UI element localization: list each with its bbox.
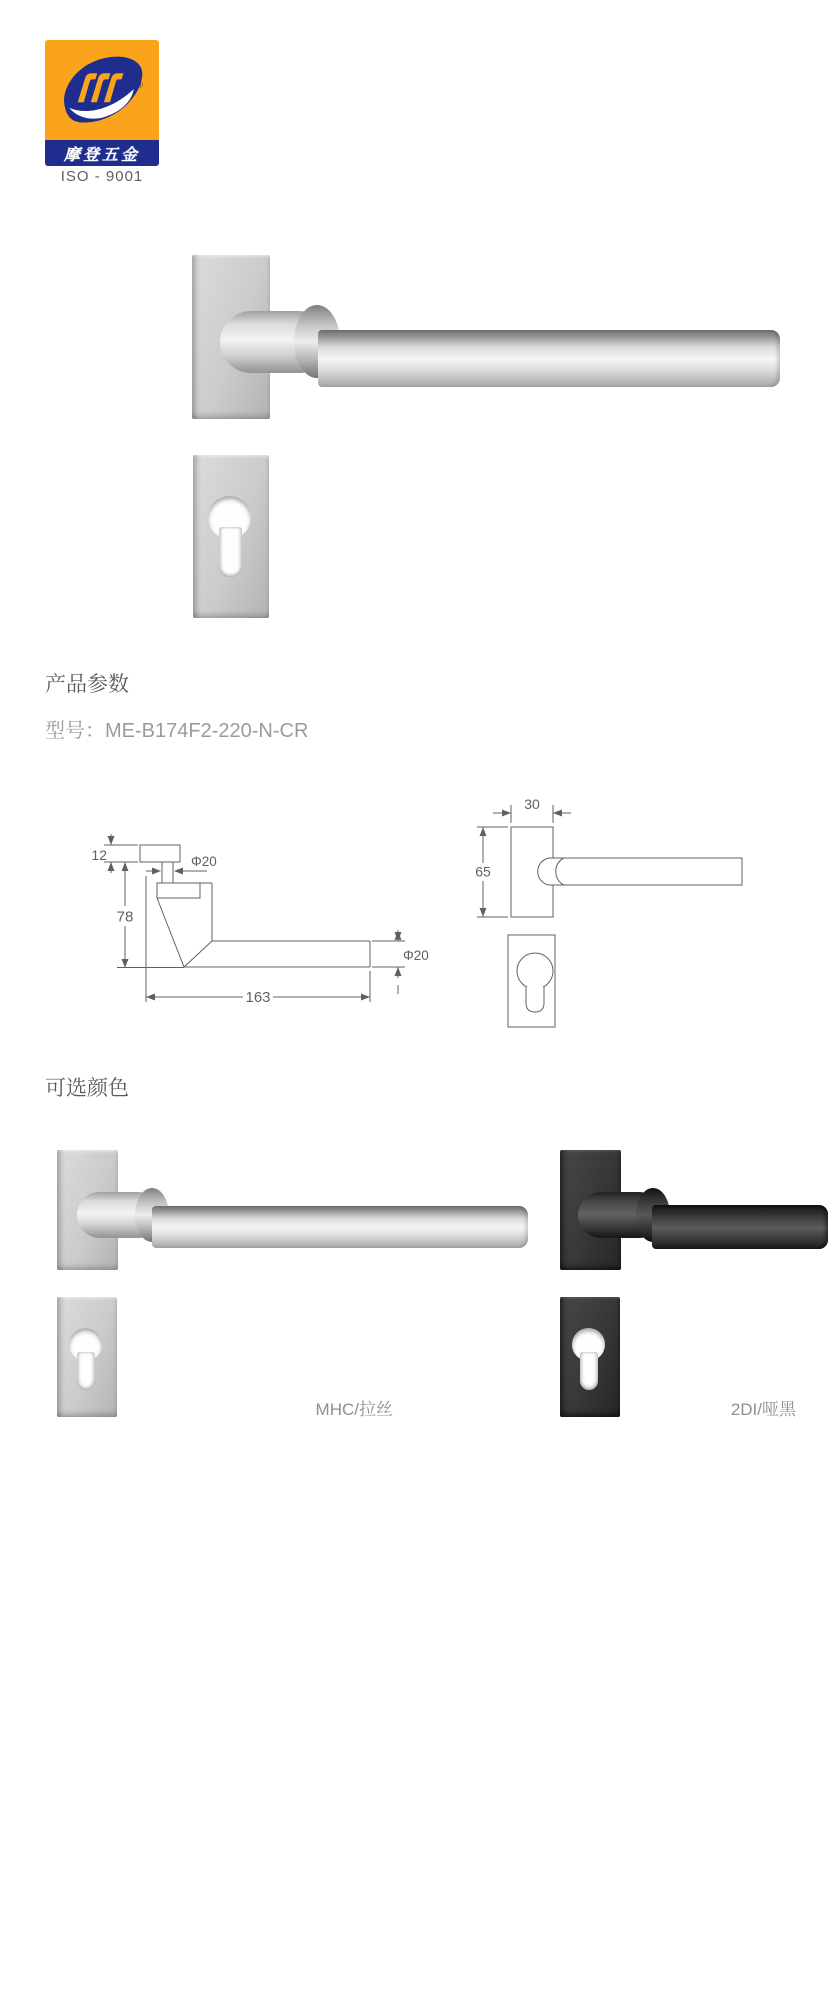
logo-lens-icon bbox=[52, 48, 152, 134]
section-title-params: 产品参数 bbox=[45, 673, 129, 696]
escutcheon-plate bbox=[193, 455, 269, 618]
technical-drawing-side-view bbox=[91, 834, 428, 1006]
technical-drawing-front-view bbox=[475, 796, 742, 1027]
registered-mark: ® bbox=[136, 79, 143, 90]
keyhole-stem bbox=[580, 1352, 598, 1390]
keyhole-stem bbox=[77, 1352, 95, 1390]
model-row bbox=[45, 714, 308, 743]
logo-brand-band bbox=[45, 140, 159, 166]
dim-neck-diameter-label: Φ20 bbox=[191, 854, 217, 869]
dim-bar-diameter-label: Φ20 bbox=[403, 948, 429, 963]
color-option-label: 2DI/哑黑 bbox=[730, 1400, 796, 1419]
model-label: 型号： bbox=[45, 720, 105, 742]
escutcheon-plate bbox=[57, 1297, 117, 1417]
dim-height-label: 78 bbox=[116, 908, 134, 926]
section-title-colors: 可选颜色 bbox=[45, 1077, 129, 1100]
escutcheon-plate bbox=[560, 1297, 620, 1417]
technical-drawings bbox=[0, 780, 840, 1040]
dim-rose-height-label: 65 bbox=[475, 863, 491, 880]
handle-lever-bar bbox=[318, 330, 780, 387]
handle-lever-bar bbox=[652, 1205, 828, 1249]
dim-length-label: 163 bbox=[245, 989, 271, 1006]
color-option-label: MHC/拉丝 bbox=[315, 1400, 393, 1419]
company-logo bbox=[45, 40, 159, 166]
model-value: ME-B174F2-220-N-CR bbox=[105, 720, 309, 742]
logo-emblem bbox=[45, 40, 159, 140]
dim-rose-width-label: 30 bbox=[524, 796, 540, 812]
brand-name: 摩登五金 bbox=[63, 146, 140, 164]
dim-plate-thickness-label: 12 bbox=[91, 847, 107, 863]
handle-lever-bar bbox=[152, 1206, 528, 1248]
iso-certification: ISO - 9001 bbox=[60, 168, 144, 185]
keyhole-stem bbox=[219, 527, 242, 577]
